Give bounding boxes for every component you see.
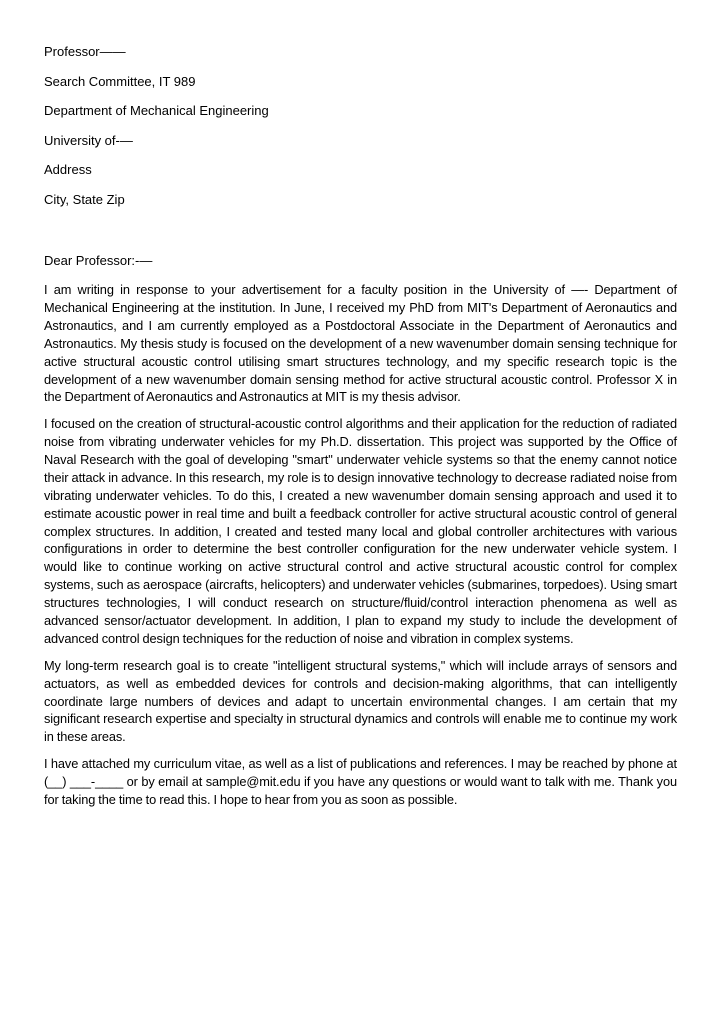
address-recipient-title: Professor——	[44, 44, 126, 59]
paragraph-research-goal: My long-term research goal is to create "intelligent structural systems," which will include arrays of sensors and actuators, as well as embedded devices for controls and decision-making algorithms, that can intelligently coordinate large numbers of devices and adapt to uncertain environmental changes. I am certain that my significant research expertise and specialty in structural dynamics and controls will enable me to continue my work in these areas.	[44, 657, 677, 745]
paragraph-introduction: I am writing in response to your advertisement for a faculty position in the University of —- Department of Mechanical Engineering at the institution. In June, I received my PhD from MIT's Department of Aeronautics and Astronautics, and I am currently employed as a Postdoctoral Associate in the Department of Aeronautics and Astronautics. My thesis study is focused on the development of a new wavenumber domain sensing technique for active structural acoustic control utilising smart structures technology, and my specific research topic is the development of a new wavenumber domain sensing method for active structural acoustic control. Professor X in the Department of Aeronautics and Astronautics at MIT is my thesis advisor.	[44, 282, 677, 405]
recipient-address-block	[44, 43, 684, 221]
salutation: Dear Professor:-—	[44, 253, 153, 268]
address-street: Address	[44, 162, 92, 178]
address-university: University of-—	[44, 132, 133, 148]
address-department: Department of Mechanical Engineering	[44, 103, 269, 119]
paragraph-closing: I have attached my curriculum vitae, as well as a list of publications and references. I may be reached by phone at (__) ___-____ or by email at sample@mit.edu if you have any questions or would want to talk with me. Thank you for taking the time to read this. I hope to hear from you as soon as possible.	[44, 756, 677, 807]
paragraph-dissertation: I focused on the creation of structural-acoustic control algorithms and their application for the reduction of radiated noise from vibrating underwater vehicles for my Ph.D. dissertation. This project was supported by the Office of Naval Research with the goal of developing "smart" underwater vehicle systems so that the enemy cannot notice their attack in advance. In this research, my role is to design innovative technology to decrease radiated noise from vibrating underwater vehicles. To do this, I created a new wavenumber domain sensing approach and used it to estimate acoustic power in real time and built a feedback controller for active structural acoustic control of general complex structures. In addition, I created and tested many local and global controller architectures with various configurations in order to determine the best controller configuration for the new underwater vehicle system. I would like to continue working on active structural control and active structural acoustic control for complex systems, such as aerospace (aircrafts, helicopters) and underwater vehicles (submarines, torpedoes). Using smart structures technologies, I will conduct research on structure/fluid/control interaction phenomena as well as advanced sensor/actuator development. In addition, I plan to expand my study to include the development of advanced control design techniques for the reduction of noise and vibration in complex systems.	[44, 416, 677, 647]
address-city-state-zip: City, State Zip	[44, 191, 125, 207]
letter-body	[44, 281, 677, 818]
address-committee: Search Committee, IT 989	[44, 73, 196, 89]
